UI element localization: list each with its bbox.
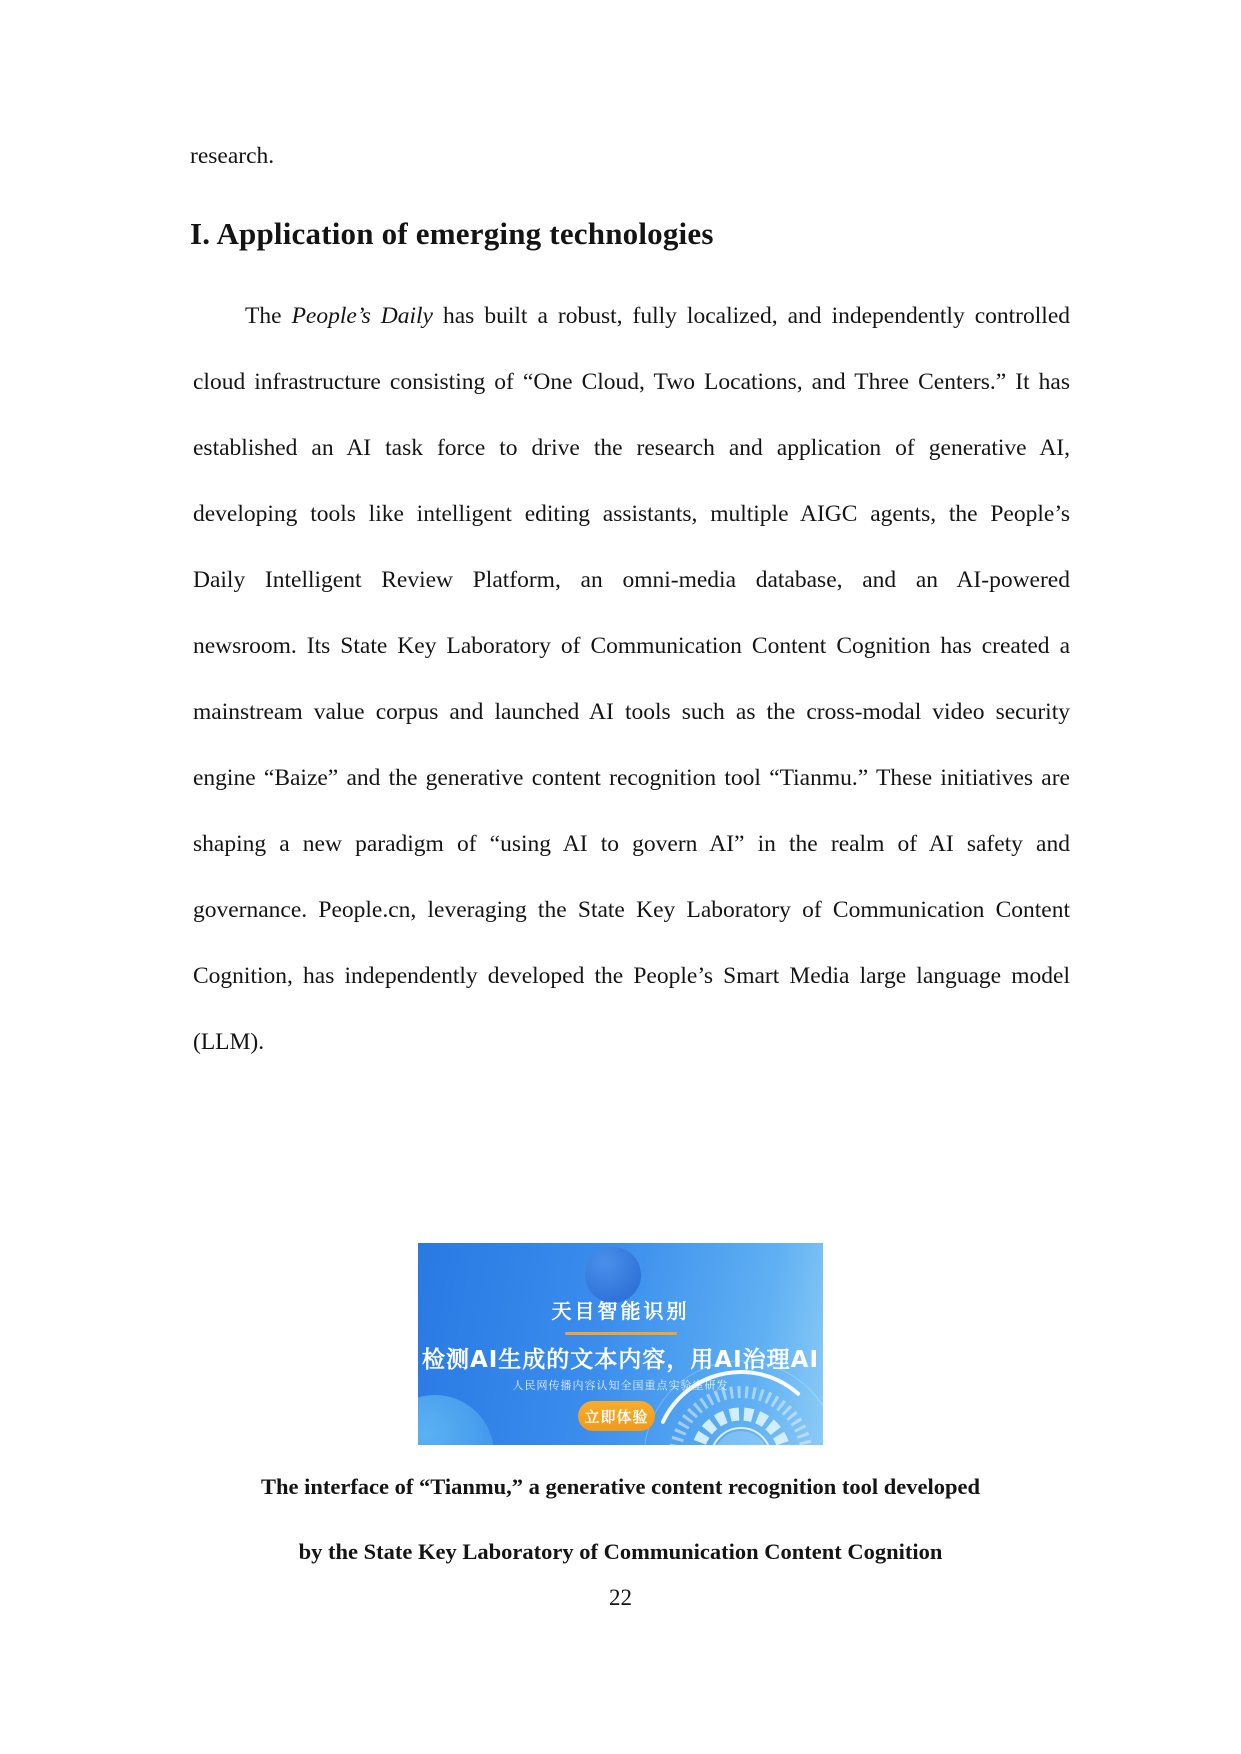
banner-lab-credit: 人民网传播内容认知全国重点实验室研发	[512, 1379, 729, 1392]
banner-title: 天目智能识别	[551, 1299, 690, 1323]
banner-subtitle: 检测AI生成的文本内容，用AI治理AI	[421, 1347, 820, 1373]
cta-button: 立即体验	[578, 1401, 655, 1431]
intro-line: research.	[190, 143, 275, 169]
section-heading: I. Application of emerging technologies	[190, 216, 714, 251]
paragraph-lead: The	[245, 303, 292, 329]
banner-title-underline	[565, 1332, 677, 1335]
figure-caption-line-1: The interface of “Tianmu,” a generative content recognition tool developed	[260, 1474, 981, 1499]
body-paragraph	[193, 283, 1070, 1075]
paragraph-italic-title: People’s Daily	[291, 303, 433, 329]
figure-banner-image	[418, 1243, 823, 1445]
figure-caption-line-2: by the State Key Laboratory of Communication Content Cognition	[298, 1539, 943, 1564]
page-number: 22	[609, 1585, 632, 1610]
decor-sphere-bottom-icon	[418, 1395, 494, 1445]
paragraph-rest: has built a robust, fully localized, and independently controlled cloud infrastructure consisting of “One Cloud, Two Locations, and Three Centers.” It has established an AI task force to drive the research and application of generative AI, developing tools like intelligent editing assistants, multiple AIGC agents, the People’s Daily Intelligent Review Platform, an omni-media database, and an AI-powered newsroom. Its State Key Laboratory of Communication Content Cognition has created a mainstream value corpus and launched AI tools such as the cross-modal video security engine “Baize” and the generative content recognition tool “Tianmu.” These initiatives are shaping a new paradigm of “using AI to govern AI” in the realm of AI safety and governance. People.cn, leveraging the State Key Laboratory of Communication Content Cognition, has independently developed the People’s Smart Media large language model (LLM).	[193, 303, 1070, 1055]
